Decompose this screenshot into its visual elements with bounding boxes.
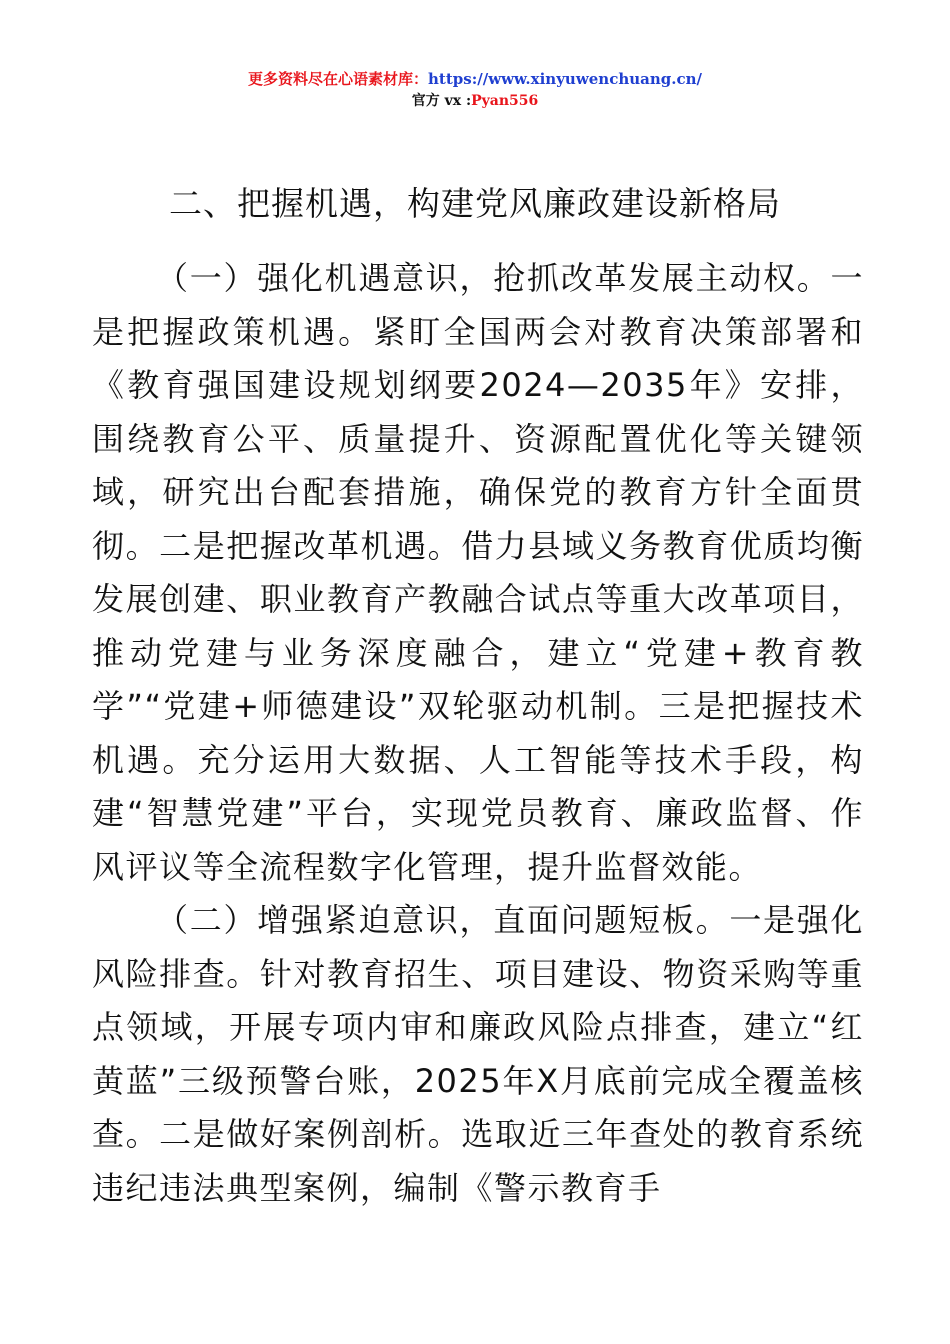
header-line-1 [0,68,950,90]
paragraph-2: （二）增强紧迫意识，直面问题短板。一是强化风险排查。针对教育招生、项目建设、物资采购等重点领域，开展专项内审和廉政风险点排查，建立“红黄蓝”三级预警台账，2025年X月底前完成全覆盖核查。二是做好案例剖析。选取近三年查处的教育系统违纪违法典型案例，编制《警示教育手 [92,901,864,1207]
paragraph-1: （一）强化机遇意识，抢抓改革发展主动权。一是把握政策机遇。紧盯全国两会对教育决策部署和《教育强国建设规划纲要2024—2035年》安排，围绕教育公平、质量提升、资源配置优化等关键领域，研究出台配套措施，确保党的教育方针全面贯彻。二是把握改革机遇。借力县域义务教育优质均衡发展创建、职业教育产教融合试点等重大改革项目，推动党建与业务深度融合，建立“党建+教育教学”“党建+师德建设”双轮驱动机制。三是把握技术机遇。充分运用大数据、人工智能等技术手段，构建“智慧党建”平台，实现党员教育、廉政监督、作风评议等全流程数字化管理，提升监督效能。 [92,259,864,886]
header-vx-id: Pyan556 [471,93,539,109]
header-line-2 [0,90,950,112]
header-link[interactable]: https://www.xinyuwenchuang.cn/ [428,70,702,88]
document-body [92,252,864,1215]
header-vx-label: 官方 vx : [411,93,472,109]
watermark-header [0,68,950,112]
section-heading: 二、把握机遇，构建党风廉政建设新格局 [169,184,781,223]
header-label: 更多资料尽在心语素材库： [248,70,429,88]
